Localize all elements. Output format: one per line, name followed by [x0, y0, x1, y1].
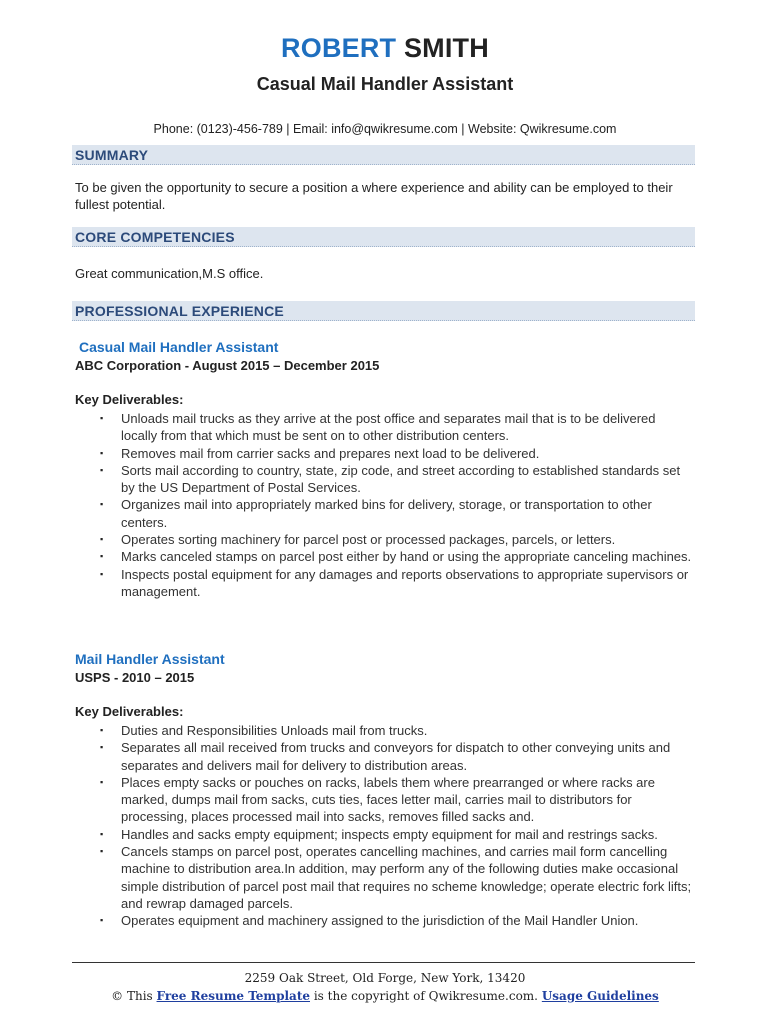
list-item: ▪ Duties and Responsibilities Unloads mail from trucks. — [100, 723, 428, 738]
bullet-icon: ▪ — [100, 499, 104, 510]
job-1-deliverables-label: Key Deliverables: — [75, 392, 184, 407]
footer-middle: is the copyright of Qwikresume.com. — [313, 989, 538, 1003]
list-item: ▪ Separates all mail received from trucks and conveyors for dispatch to other conveying units and separates and delivers mail for delivery to distribution areas. — [100, 740, 671, 773]
list-item: ▪ Organizes mail into appropriately marked bins for delivery, storage, or transportation to other centers. — [100, 497, 652, 530]
list-item: ▪ Marks canceled stamps on parcel post either by hand or using the appropriate canceling machines. — [100, 549, 692, 565]
footer-address: 2259 Oak Street, Old Forge, New York, 13420 — [244, 971, 526, 985]
experience-heading: PROFESSIONAL EXPERIENCE — [75, 303, 284, 319]
job-2-company: USPS - 2010 – 2015 — [75, 670, 195, 685]
competencies-heading-bar — [72, 227, 695, 247]
summary-heading-bar — [72, 145, 695, 165]
bullet-icon: ▪ — [100, 742, 104, 753]
list-item: ▪ Removes mail from carrier sacks and prepares next load to be delivered. — [100, 445, 540, 461]
candidate-job-title: Casual Mail Handler Assistant — [256, 74, 514, 94]
summary-text: To be given the opportunity to secure a position a where experience and ability can be employed to their fullest potential. — [75, 180, 673, 212]
candidate-name — [0, 33, 770, 64]
competencies-heading: CORE COMPETENCIES — [75, 229, 235, 245]
job-1-company: ABC Corporation - August 2015 – December 2015 — [75, 358, 380, 373]
job-2-bullet-list — [75, 722, 695, 930]
list-item: ▪ Operates sorting machinery for parcel post or processed packages, parcels, or letters. — [100, 532, 616, 548]
bullet-icon: ▪ — [100, 828, 104, 839]
footer-divider — [72, 962, 695, 963]
bullet-icon: ▪ — [100, 447, 104, 458]
list-item: ▪ Sorts mail according to country, state, zip code, and street according to established standards set by the US Department of Postal Services. — [100, 462, 681, 496]
list-item: ▪ Cancels stamps on parcel post, operates cancelling machines, and carries mail form cancelling machine to distribution area.In addition, may perform any of the following duties make occasional simple distribution of parcel post mail that requires no scheme knowledge; operate electric fork lifts; and rewrap damaged parcels. — [100, 844, 692, 911]
usage-guidelines-link[interactable]: Usage Guidelines — [541, 989, 659, 1003]
bullet-icon: ▪ — [100, 915, 104, 926]
list-item: ▪ Handles and sacks empty equipment; inspects empty equipment for mail and restrings sacks. — [100, 826, 658, 842]
list-item: ▪ Operates equipment and machinery assigned to the jurisdiction of the Mail Handler Union. — [100, 913, 639, 929]
list-item: ▪ Inspects postal equipment for any damages and reports observations to appropriate supervisors or management. — [100, 566, 689, 599]
bullet-icon: ▪ — [100, 413, 104, 423]
last-name: SMITH — [403, 33, 489, 63]
bullet-icon: ▪ — [100, 534, 104, 545]
job-2-deliverables-label: Key Deliverables: — [75, 704, 184, 719]
footer-prefix: © This — [111, 989, 153, 1003]
summary-heading: SUMMARY — [75, 147, 149, 163]
job-2-title: Mail Handler Assistant — [75, 651, 225, 667]
footer-copyright — [0, 989, 770, 1003]
job-1-bullet-list — [75, 410, 695, 600]
bullet-icon: ▪ — [100, 776, 104, 787]
bullet-icon: ▪ — [100, 725, 104, 735]
first-name: ROBERT — [281, 33, 397, 63]
list-item: ▪ Unloads mail trucks as they arrive at the post office and separates mail that is to be delivered locally from that which must be sent on to other distribution centers. — [100, 411, 656, 444]
bullet-icon: ▪ — [100, 551, 104, 562]
bullet-icon: ▪ — [100, 464, 104, 475]
list-item: ▪ Places empty sacks or pouches on racks, labels them where prearranged or where racks are marked, dumps mail from sacks, cuts ties, faces letter mail, carries mail to distributors for processing, places processed mail into sacks, removes filled sacks and. — [100, 774, 655, 825]
contact-line: Phone: (0123)-456-789 | Email: info@qwikresume.com | Website: Qwikresume.com — [153, 122, 617, 136]
experience-heading-bar — [72, 301, 695, 321]
job-1-title: Casual Mail Handler Assistant — [79, 339, 279, 355]
competencies-text: Great communication,M.S office. — [75, 266, 264, 281]
free-resume-template-link[interactable]: Free Resume Template — [156, 989, 310, 1003]
bullet-icon: ▪ — [100, 846, 104, 857]
bullet-icon: ▪ — [100, 568, 104, 579]
